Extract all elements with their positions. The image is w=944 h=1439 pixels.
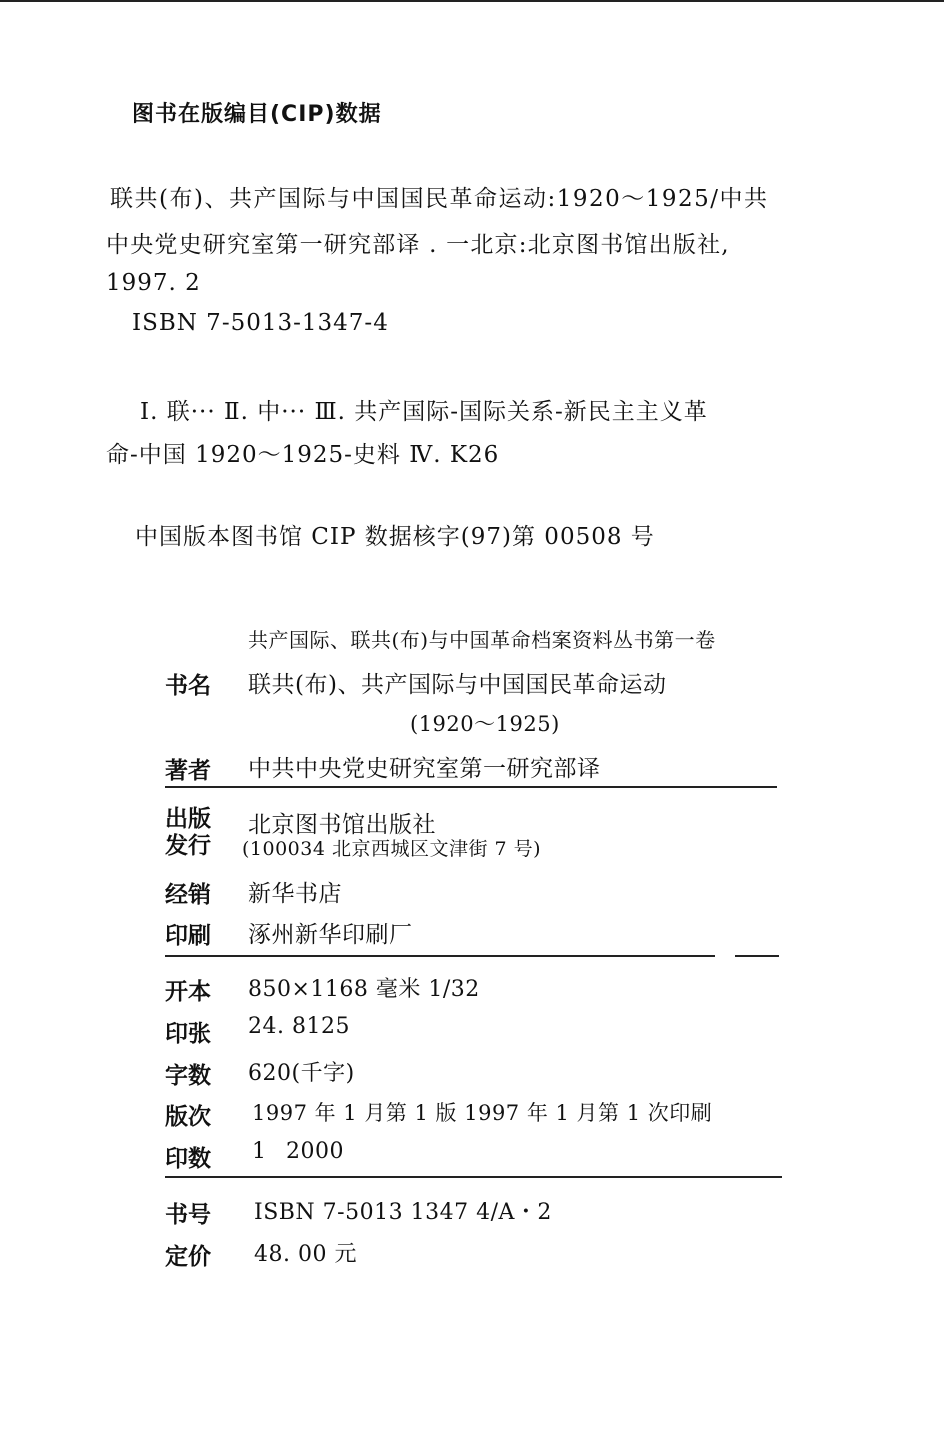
title-subtitle: (1920～1925) [410, 712, 560, 736]
price-value: 48. 00 元 [254, 1242, 357, 1267]
title-label: 书名 [165, 673, 211, 699]
top-border-rule [0, 0, 944, 2]
series-title: 共产国际、联共(布)与中国革命档案资料丛书第一卷 [248, 628, 716, 652]
publisher-address: (100034 北京西城区文津街 7 号) [242, 838, 542, 860]
edition-value: 1997 年 1 月第 1 版 1997 年 1 月第 1 次印刷 [252, 1101, 713, 1125]
distributor-value: 新华书店 [248, 881, 342, 907]
format-value: 850×1168 毫米 1/32 [248, 977, 480, 1002]
divider-rule-2b [735, 955, 779, 957]
publisher-label-line-1: 出版 [165, 806, 211, 832]
divider-rule-1 [165, 786, 777, 788]
cip-title-line-1: 联共(布)、共产国际与中国国民革命运动:1920～1925/中共 [110, 186, 769, 212]
distributor-label: 经销 [165, 882, 211, 908]
book-number-value: ISBN 7-5013 1347 4/A・2 [254, 1200, 552, 1225]
cip-title-line-2: 中央党史研究室第一研究部译 . 一北京:北京图书馆出版社, [106, 232, 730, 258]
edition-label: 版次 [165, 1104, 211, 1130]
publisher-label-line-2: 发行 [165, 833, 211, 859]
price-label: 定价 [165, 1244, 211, 1270]
divider-rule-2a [165, 955, 715, 957]
cip-subject-line-2: 命-中国 1920～1925-史料 Ⅳ. K26 [106, 442, 500, 468]
format-label: 开本 [165, 979, 211, 1005]
cip-record-number: 中国版本图书馆 CIP 数据核字(97)第 00508 号 [135, 524, 655, 550]
cip-isbn-line: ISBN 7-5013-1347-4 [132, 310, 389, 336]
cip-subject-line-1: Ⅰ. 联··· Ⅱ. 中··· Ⅲ. 共产国际-国际关系-新民主主义革 [140, 399, 708, 425]
print-run-label: 印数 [165, 1146, 211, 1172]
printer-value: 涿州新华印刷厂 [248, 922, 413, 948]
words-value: 620(千字) [248, 1061, 355, 1086]
author-label: 著者 [165, 758, 211, 784]
publisher-value: 北京图书馆出版社 [248, 812, 436, 838]
divider-rule-3 [165, 1176, 782, 1178]
sheets-value: 24. 8125 [248, 1014, 350, 1039]
print-run-value: 1 2000 [252, 1139, 344, 1164]
publisher-label [165, 806, 211, 860]
title-value: 联共(布)、共产国际与中国国民革命运动 [248, 672, 667, 698]
author-value: 中共中央党史研究室第一研究部译 [248, 756, 601, 782]
cip-date-line: 1997. 2 [106, 270, 201, 296]
book-number-label: 书号 [165, 1202, 211, 1228]
sheets-label: 印张 [165, 1021, 211, 1047]
words-label: 字数 [165, 1063, 211, 1089]
printer-label: 印刷 [165, 923, 211, 949]
cip-heading: 图书在版编目(CIP)数据 [132, 102, 382, 127]
